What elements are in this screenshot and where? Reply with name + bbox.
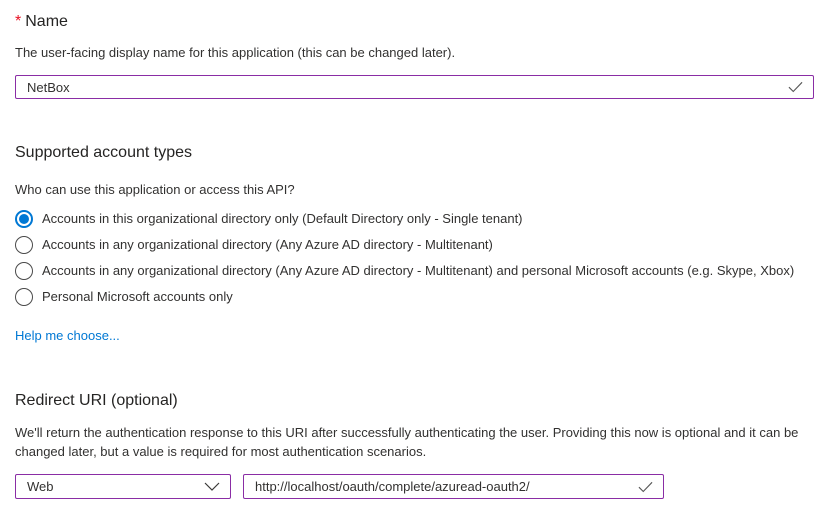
name-input-wrapper (15, 75, 814, 99)
radio-button[interactable] (15, 262, 33, 280)
name-label-text: Name (25, 13, 68, 30)
radio-button[interactable] (15, 236, 33, 254)
redirect-uri-input[interactable] (243, 474, 664, 499)
radio-option-label: Accounts in this organizational directory only (Default Directory only - Single tenant) (42, 211, 523, 226)
platform-select[interactable] (15, 474, 231, 499)
radio-option-label: Accounts in any organizational directory (Any Azure AD directory - Multitenant) and personal Microsoft accounts (e.g. Skype, Xbox) (42, 263, 795, 278)
chevron-down-icon (204, 482, 220, 491)
name-label (15, 12, 814, 32)
radio-button[interactable] (15, 210, 33, 228)
radio-button[interactable] (15, 288, 33, 306)
redirect-uri-title: Redirect URI (optional) (15, 392, 178, 409)
help-me-choose-link[interactable]: Help me choose... (15, 328, 120, 343)
redirect-uri-input-wrapper (243, 474, 664, 499)
account-type-radio-group (15, 206, 814, 310)
radio-option-personal-only[interactable] (15, 284, 814, 310)
supported-account-types-title: Supported account types (15, 144, 193, 161)
name-input[interactable] (15, 75, 814, 99)
radio-option-multitenant-personal[interactable] (15, 258, 814, 284)
platform-select-value: Web (27, 479, 54, 494)
required-asterisk: * (15, 13, 22, 30)
radio-option-multitenant[interactable] (15, 232, 814, 258)
redirect-uri-row (15, 474, 814, 499)
redirect-uri-description: We'll return the authentication response to this URI after successfully authenticating the user. Providing this now is optional and it can be changed later, but a value is required for most authentication scenarios. (15, 425, 799, 459)
radio-option-label: Personal Microsoft accounts only (42, 289, 233, 304)
account-types-question: Who can use this application or access this API? (15, 182, 295, 197)
radio-option-single-tenant[interactable] (15, 206, 814, 232)
radio-option-label: Accounts in any organizational directory (Any Azure AD directory - Multitenant) (42, 237, 493, 252)
name-description: The user-facing display name for this application (this can be changed later). (15, 45, 456, 60)
